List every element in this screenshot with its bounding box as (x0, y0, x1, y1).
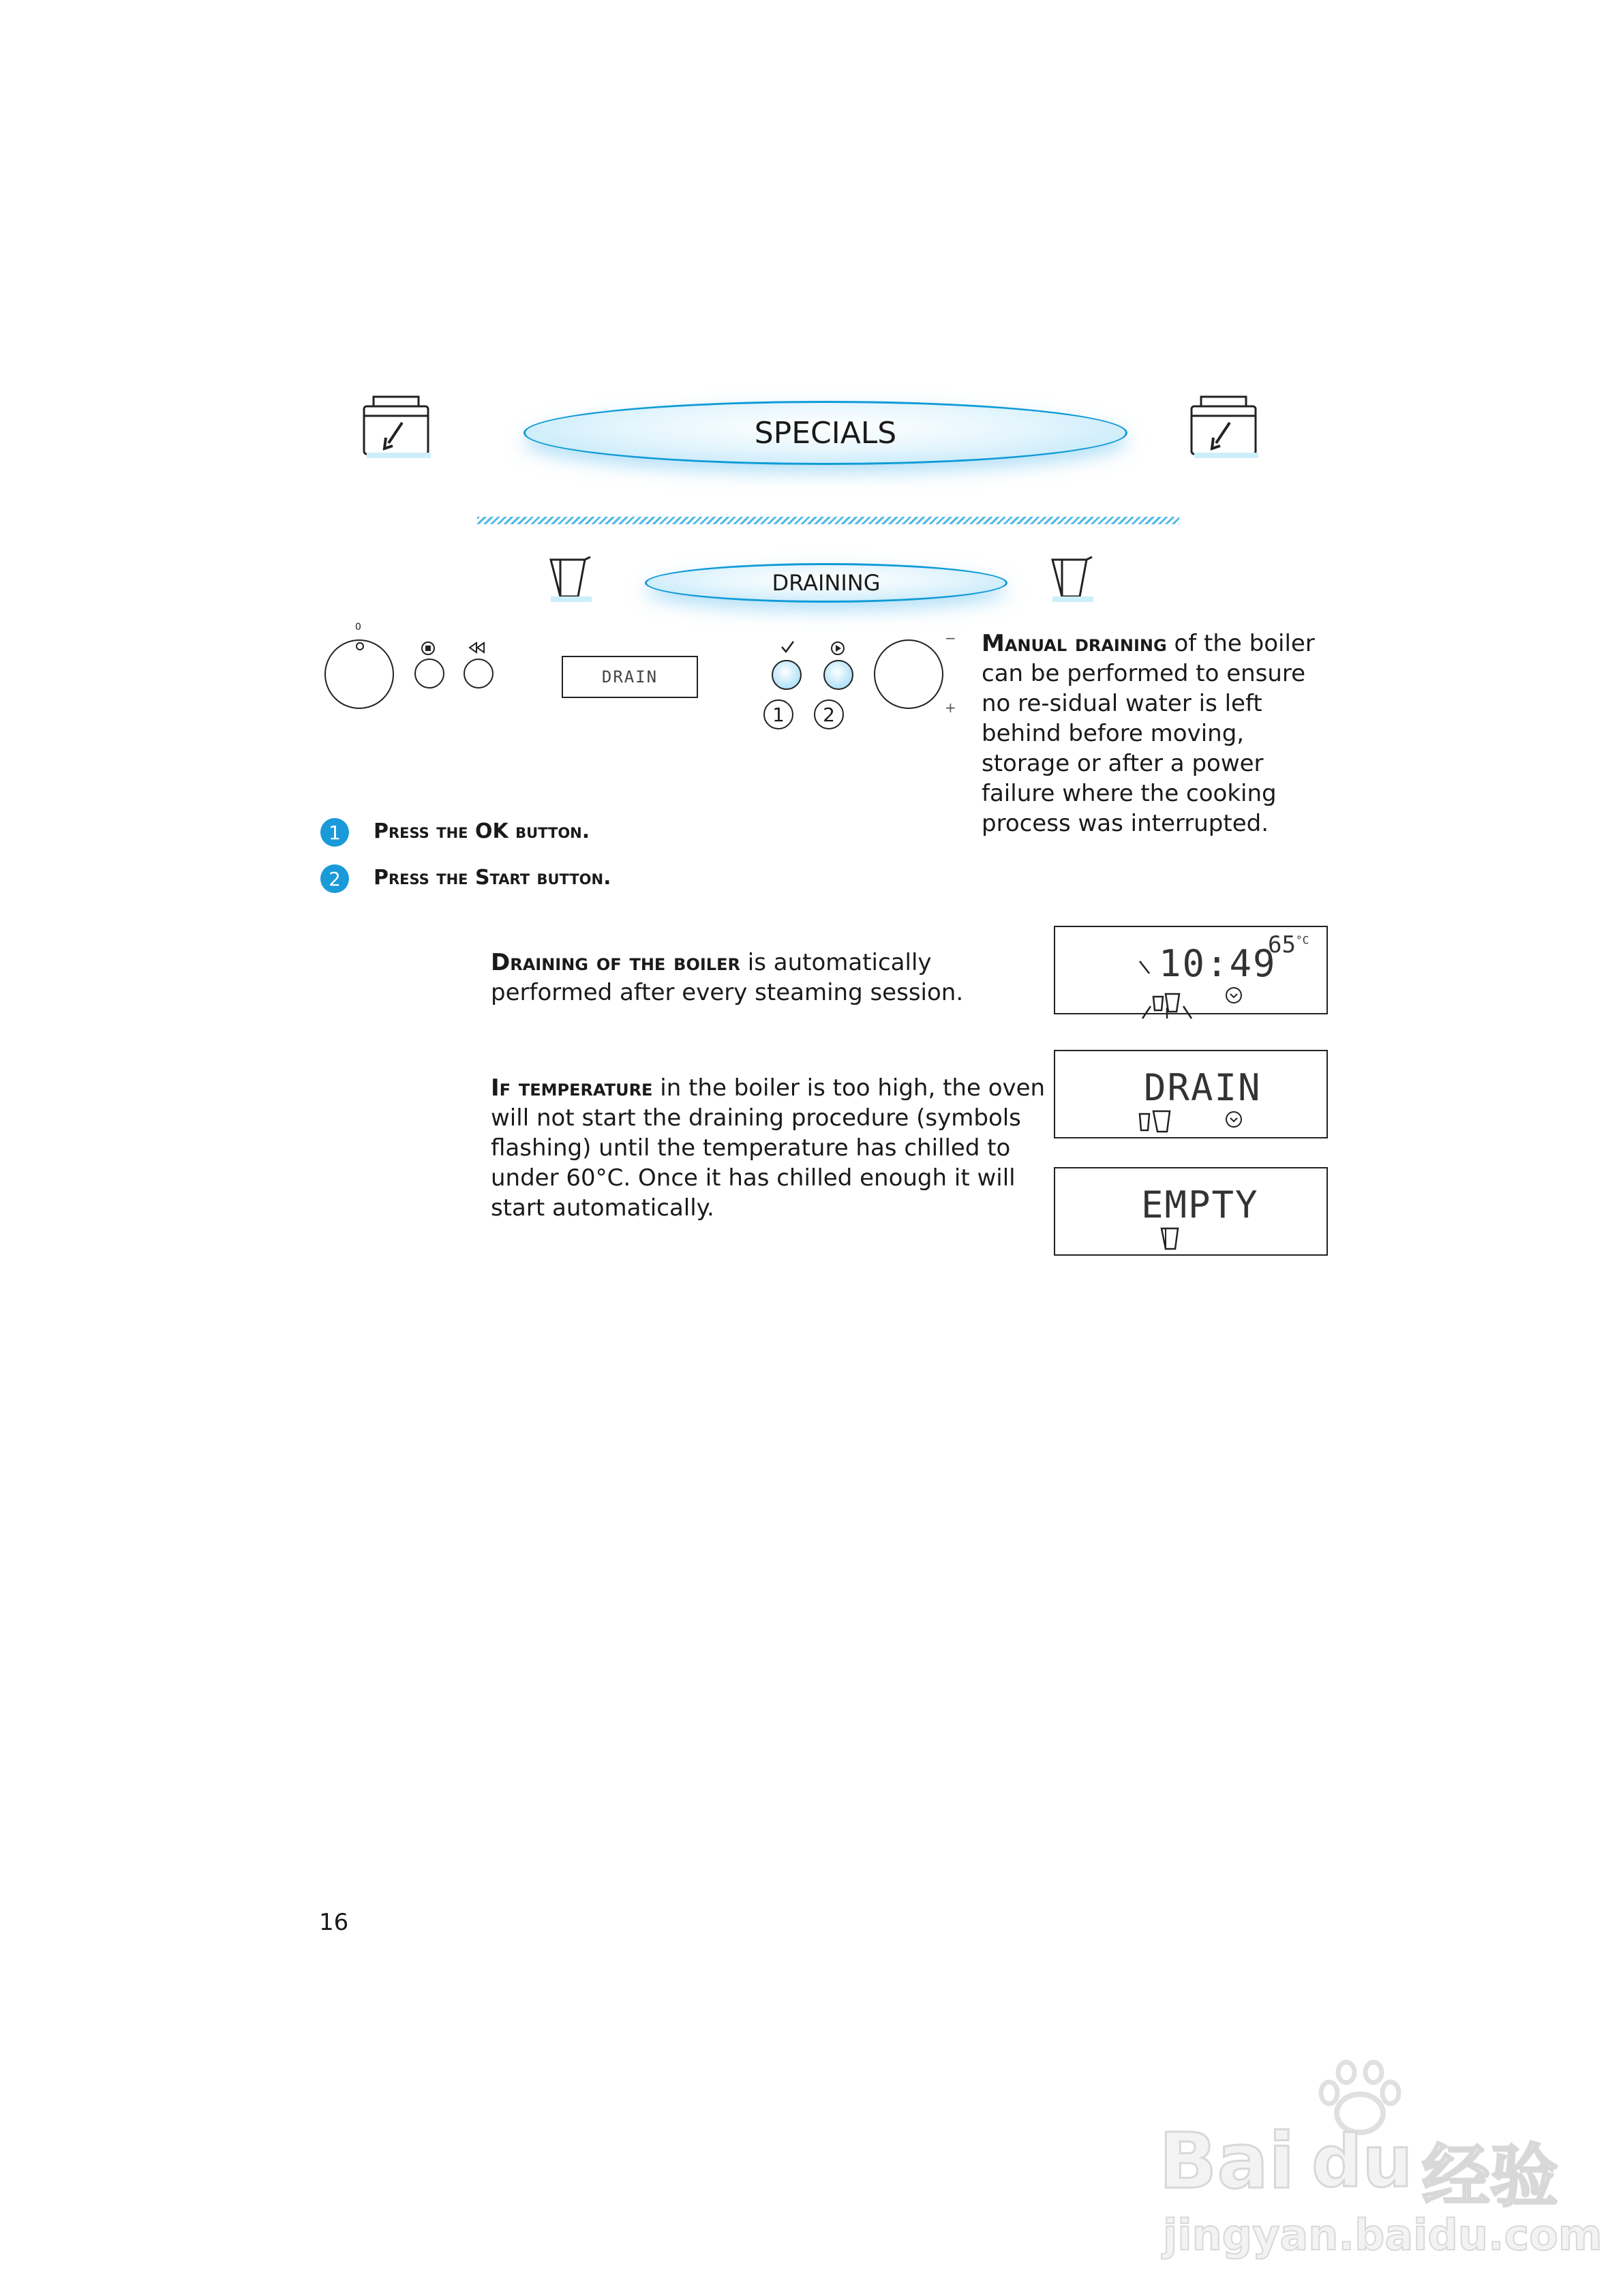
header-ellipse (524, 401, 1127, 465)
boiler-icon-left (360, 395, 435, 463)
clock-icon (1224, 986, 1243, 1008)
jug-icon-left (545, 556, 596, 606)
ok-check-icon (780, 639, 795, 657)
step-2-bullet (320, 864, 349, 893)
watermark-cn: 经验 (1422, 2136, 1558, 2216)
display-empty (1054, 1167, 1328, 1256)
intro-text: of the boiler can be performed to ensure no re-sidual water is left behind before moving, storage or after a power failure where the cooking process was interrupted. (982, 630, 1315, 837)
step-1-text: Press the OK button. (374, 819, 590, 843)
knob-marker (356, 642, 364, 650)
intro-lead: Manual draining (982, 630, 1167, 657)
step-2-text: Press the Start button. (374, 866, 611, 890)
paragraph-temperature-lead: If temperature (491, 1074, 653, 1102)
display-drain-text: DRAIN (1144, 1066, 1262, 1109)
paragraph-temperature (491, 1073, 1050, 1223)
display-drain (1054, 1050, 1328, 1138)
step-marker-2 (814, 699, 844, 729)
back-icon (468, 641, 485, 657)
function-knob[interactable] (324, 639, 394, 709)
display-clock-temp-unit: °C (1295, 933, 1309, 947)
paragraph-auto-drain-lead: Draining of the boiler (491, 949, 740, 976)
clock-icon (1224, 1110, 1243, 1132)
display-clock-temp (1268, 931, 1309, 958)
paragraph-auto-drain-text: is automatically performed after every steaming session. (491, 949, 964, 1006)
empty-jug-icon (1157, 1224, 1192, 1254)
panel-display (562, 656, 698, 698)
section-title: DRAINING (772, 570, 881, 596)
step-2-number: 2 (329, 867, 341, 890)
step-marker-1 (763, 699, 793, 729)
start-icon (830, 641, 845, 659)
start-button[interactable] (823, 660, 853, 690)
panel-display-text: DRAIN (601, 667, 658, 686)
stripe-divider (477, 517, 1179, 524)
plus-sign: + (945, 699, 956, 716)
watermark-brand: Bai (1159, 2117, 1295, 2206)
knob-zero-label: 0 (355, 622, 361, 633)
stop-button[interactable] (414, 659, 444, 689)
section-ellipse (645, 563, 1007, 603)
step-marker-2-label: 2 (823, 703, 835, 726)
stop-icon (421, 641, 436, 659)
ok-button[interactable] (772, 660, 802, 690)
setting-knob[interactable] (874, 639, 943, 709)
drain-jug-icon (1137, 1107, 1185, 1137)
watermark-brand2: du (1311, 2120, 1413, 2203)
page-number: 16 (319, 1909, 349, 1936)
step-1-bullet (320, 818, 349, 847)
flash-rays-icon (1137, 958, 1198, 1023)
header-title: SPECIALS (754, 415, 897, 451)
watermark-url: jingyan.baidu.com (1163, 2210, 1603, 2260)
paragraph-temperature-text: in the boiler is too high, the oven will not start the draining procedure (symbols flashing) until the temperature has chilled to under 60°C. Once it has chilled enough it will start automatically. (491, 1074, 1046, 1222)
jug-icon-right (1047, 556, 1098, 606)
intro-paragraph (982, 629, 1336, 839)
display-clock (1054, 926, 1328, 1014)
watermark (1159, 2059, 1602, 2263)
boiler-icon-right (1187, 395, 1262, 463)
back-button[interactable] (464, 659, 494, 689)
display-empty-text: EMPTY (1141, 1183, 1259, 1226)
display-clock-temp-value: 65 (1268, 931, 1296, 958)
paragraph-auto-drain (491, 948, 1050, 1008)
step-1-number: 1 (329, 821, 341, 844)
step-marker-1-label: 1 (772, 703, 785, 726)
minus-sign: − (945, 630, 956, 646)
display-clock-time: 10:49 (1159, 942, 1277, 985)
